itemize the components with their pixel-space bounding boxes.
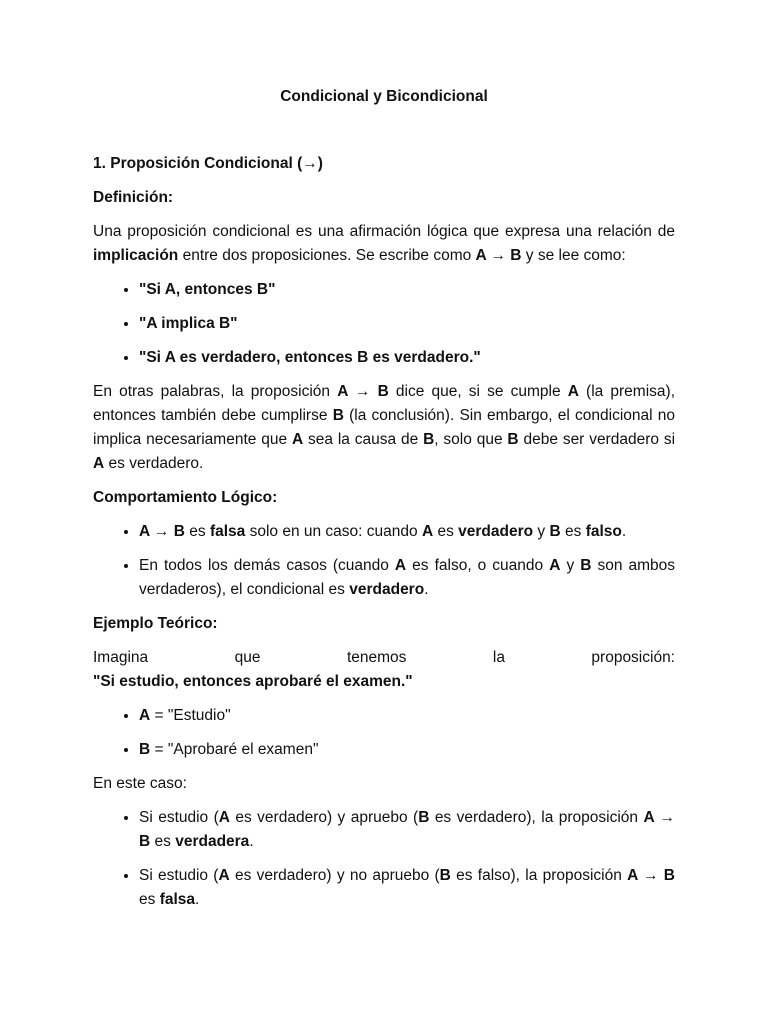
example-intro: Imagina que tenemos la proposición: xyxy=(93,649,675,666)
cases-list xyxy=(93,806,675,912)
list-item: • "Si A es verdadero, entonces B es verdadero." xyxy=(139,346,675,370)
document-title: Condicional y Bicondicional xyxy=(280,88,488,105)
readings-list xyxy=(93,278,675,370)
case-label: En este caso: xyxy=(93,775,187,792)
definicion-label: Definición: xyxy=(93,189,174,206)
behavior-list xyxy=(93,520,675,602)
ejemplo-label: Ejemplo Teórico: xyxy=(93,615,218,632)
variables-list xyxy=(93,704,675,762)
list-item: • A = "Estudio" xyxy=(139,704,675,728)
list-item: • "A implica B" xyxy=(139,312,675,336)
list-item: • A → B es falsa solo en un caso: cuando A es verdadero y B es falso. xyxy=(139,520,675,544)
explanation-paragraph: En otras palabras, la proposición A → B dice que, si se cumple A (la premisa), entonces también debe cumplirse B (la conclusión). Sin embargo, el condicional no implica necesariamente que A sea la causa de B, solo que B debe ser verdadero si A es verdadero. xyxy=(93,383,676,472)
section-heading: 1. Proposición Condicional (→) xyxy=(93,155,323,172)
comportamiento-label: Comportamiento Lógico: xyxy=(93,489,278,506)
list-item: • En todos los demás casos (cuando A es falso, o cuando A y B son ambos verdaderos), el condicional es verdadero. xyxy=(139,554,675,602)
list-item: • "Si A, entonces B" xyxy=(139,278,675,302)
definition-paragraph: Una proposición condicional es una afirmación lógica que expresa una relación de implicación entre dos proposiciones. Se escribe como A → B y se lee como: xyxy=(93,223,675,264)
list-item: • B = "Aprobaré el examen" xyxy=(139,738,675,762)
document-body xyxy=(93,152,675,922)
list-item: • Si estudio (A es verdadero) y apruebo (B es verdadero), la proposición A → B es verdadera. xyxy=(139,806,675,854)
example-quote: "Si estudio, entonces aprobaré el examen." xyxy=(93,673,413,690)
list-item: • Si estudio (A es verdadero) y no apruebo (B es falso), la proposición A → B es falsa. xyxy=(139,864,675,912)
